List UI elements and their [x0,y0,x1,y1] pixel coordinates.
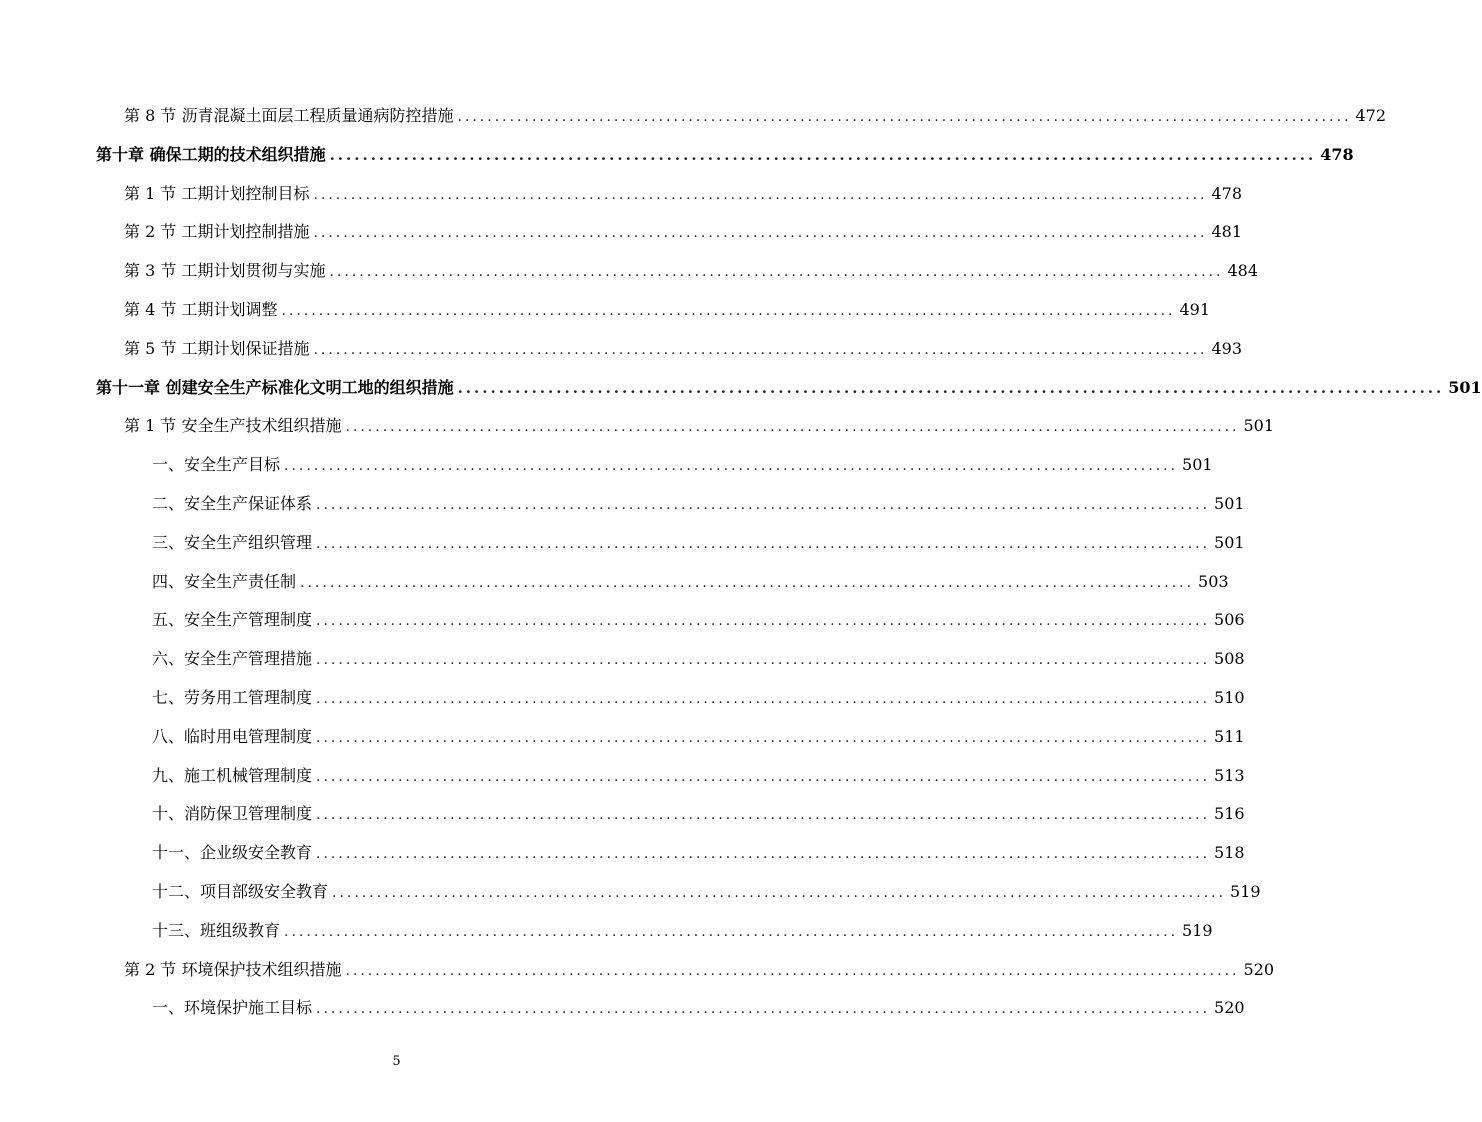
toc-section-entry[interactable] [124,414,1275,438]
toc-entry-page: 516 [1214,804,1245,823]
toc-entry-label: 第 5 节 工期计划保证措施 [124,339,310,358]
toc-item-entry[interactable] [152,647,1245,671]
toc-entry-page: 501 [1214,533,1245,552]
toc-entry-page: 503 [1198,572,1229,591]
toc-entry-page: 519 [1230,882,1261,901]
toc-entry-label: 第十一章 创建安全生产标准化文明工地的组织措施 [96,378,454,397]
toc-entry-page: 478 [1211,184,1243,203]
toc-item-entry[interactable] [152,919,1213,943]
toc-dot-leader: ........................................................................................................................ [316,846,1211,862]
toc-entry-page: 513 [1214,766,1245,785]
toc-dot-leader: ........................................................................................................................ [345,419,1240,435]
toc-dot-leader: ........................................................................................................................ [316,536,1211,552]
toc-item-entry[interactable] [152,492,1245,516]
toc-entry-label: 四、安全生产责任制 [152,572,297,591]
toc-section-entry[interactable] [124,298,1211,322]
toc-dot-leader: ........................................................................................................................ [345,963,1240,979]
toc-section-entry[interactable] [124,259,1259,283]
toc-section-entry[interactable] [124,104,1387,128]
toc-item-entry[interactable] [152,725,1245,749]
toc-dot-leader: ........................................................................................................................ [329,264,1224,280]
toc-entry-label: 十、消防保卫管理制度 [152,804,313,823]
toc-item-entry[interactable] [152,453,1213,477]
toc-entry-label: 十一、企业级安全教育 [152,843,313,862]
toc-entry-label: 第 1 节 工期计划控制目标 [124,184,310,203]
toc-dot-leader: ........................................................................................................................ [316,769,1211,785]
toc-dot-leader: ........................................................................................................................ [284,458,1179,474]
toc-entry-page: 501 [1214,494,1245,513]
toc-entry-label: 七、劳务用工管理制度 [152,688,313,707]
toc-item-entry[interactable] [152,996,1245,1020]
toc-dot-leader: ........................................................................................................................ [316,652,1211,668]
toc-entry-page: 520 [1243,960,1275,979]
toc-entry-page: 501 [1448,378,1482,397]
toc-entry-page: 501 [1243,416,1275,435]
toc-dot-leader: ........................................................................................................................ [313,187,1208,203]
toc-section-entry[interactable] [124,337,1243,361]
toc-entry-label: 第 4 节 工期计划调整 [124,300,278,319]
toc-dot-leader: ........................................................................................................................ [313,225,1208,241]
toc-chapter-entry[interactable] [96,143,1354,167]
toc-entry-label: 第 2 节 工期计划控制措施 [124,222,310,241]
toc-section-entry[interactable] [124,220,1243,244]
toc-entry-label: 八、临时用电管理制度 [152,727,313,746]
toc-dot-leader: ........................................................................................................................ [457,379,1445,397]
toc-entry-label: 十二、项目部级安全教育 [152,882,329,901]
toc-entry-page: 506 [1214,610,1245,629]
toc-section-entry[interactable] [124,182,1243,206]
toc-dot-leader: ........................................................................................................................ [316,730,1211,746]
toc-entry-label: 第 1 节 安全生产技术组织措施 [124,416,342,435]
toc-item-entry[interactable] [152,531,1245,555]
toc-entry-page: 518 [1214,843,1245,862]
toc-dot-leader: ........................................................................................................................ [457,109,1352,125]
toc-entry-page: 484 [1227,261,1259,280]
toc-section-entry[interactable] [124,958,1275,982]
toc-item-entry[interactable] [152,686,1245,710]
toc-entry-label: 五、安全生产管理制度 [152,610,313,629]
toc-item-entry[interactable] [152,880,1261,904]
toc-dot-leader: ........................................................................................................................ [316,613,1211,629]
toc-dot-leader: ........................................................................................................................ [316,691,1211,707]
toc-item-entry[interactable] [152,608,1245,632]
toc-dot-leader: ........................................................................................................................ [316,497,1211,513]
toc-dot-leader: ........................................................................................................................ [313,342,1208,358]
toc-entry-label: 一、安全生产目标 [152,455,281,474]
toc-entry-page: 519 [1182,921,1213,940]
toc-entry-page: 510 [1214,688,1245,707]
toc-dot-leader: ........................................................................................................................ [281,303,1176,319]
toc-dot-leader: ........................................................................................................................ [316,1001,1211,1017]
toc-entry-page: 511 [1214,727,1245,746]
toc-entry-page: 520 [1214,998,1245,1017]
toc-entry-label: 二、安全生产保证体系 [152,494,313,513]
toc-item-entry[interactable] [152,764,1245,788]
page-number: 5 [392,1054,401,1069]
toc-dot-leader: ........................................................................................................................ [284,924,1179,940]
toc-entry-label: 六、安全生产管理措施 [152,649,313,668]
toc-item-entry[interactable] [152,802,1245,826]
toc-item-entry[interactable] [152,570,1229,594]
toc-entry-label: 十三、班组级教育 [152,921,281,940]
toc-entry-label: 第 3 节 工期计划贯彻与实施 [124,261,326,280]
toc-entry-label: 第 2 节 环境保护技术组织措施 [124,960,342,979]
toc-item-entry[interactable] [152,841,1245,865]
toc-dot-leader: ........................................................................................................................ [329,146,1317,164]
toc-entry-label: 一、环境保护施工目标 [152,998,313,1017]
toc-entry-page: 481 [1211,222,1243,241]
toc-entry-label: 三、安全生产组织管理 [152,533,313,552]
toc-entry-label: 第十章 确保工期的技术组织措施 [96,145,326,164]
toc-entry-page: 478 [1320,145,1354,164]
toc-entry-page: 493 [1211,339,1243,358]
toc-dot-leader: ........................................................................................................................ [300,575,1195,591]
toc-chapter-entry[interactable] [96,376,1482,400]
toc-entry-page: 491 [1179,300,1211,319]
toc-entry-label: 九、施工机械管理制度 [152,766,313,785]
toc-entry-page: 501 [1182,455,1213,474]
toc-entry-page: 508 [1214,649,1245,668]
toc-entry-page: 472 [1355,106,1387,125]
toc-entry-label: 第 8 节 沥青混凝土面层工程质量通病防控措施 [124,106,454,125]
toc-dot-leader: ........................................................................................................................ [316,807,1211,823]
toc-dot-leader: ........................................................................................................................ [332,885,1227,901]
